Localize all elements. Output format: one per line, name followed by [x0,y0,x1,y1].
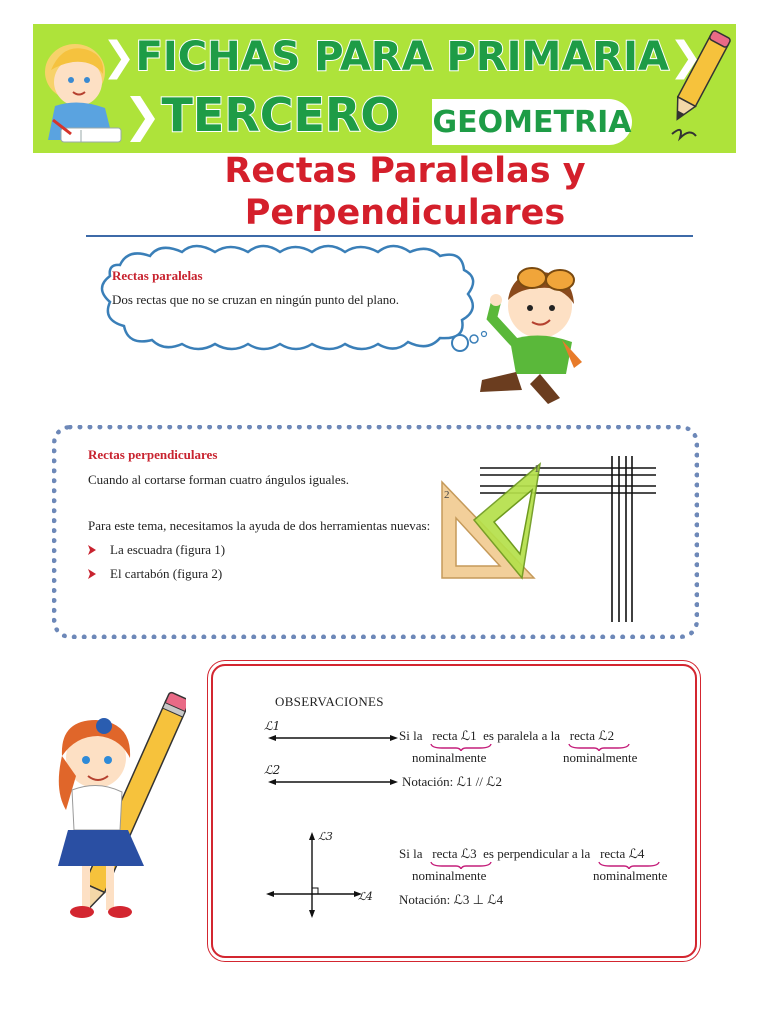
parallel-notation: Notación: ℒ1 // ℒ2 [402,774,502,789]
banner-title: FICHAS PARA PRIMARIA [135,34,669,80]
line-label-l4: ℒ4 [358,890,373,903]
set-squares-figure [436,450,666,630]
nominal-label: nominalmente [412,750,487,765]
nominal-label: nominalmente [412,868,487,883]
figure-label-2: 2 [444,489,450,501]
line-label-l2: ℒ2 [264,763,281,777]
banner-row-1 [102,34,702,80]
parallel-definition-box [112,268,452,309]
recta-l3-text: recta ℒ3 [432,846,477,861]
page-title: Rectas Paralelas y Perpendiculares [224,151,586,233]
figure-label-1: 1 [534,463,540,475]
si-la-text: Si la [399,846,423,861]
recta-l4-text: recta ℒ4 [600,846,645,861]
recta-l2 [570,728,614,744]
nominal-label: nominalmente [593,868,668,883]
red-bullet-icon [88,545,96,555]
girl-with-pencil-icon [36,680,186,950]
paralela-text: es paralela a la [483,728,560,743]
nominal-label: nominalmente [563,750,638,765]
perpendicular-notation: Notación: ℒ3 ⊥ ℒ4 [399,892,504,907]
tools-intro: Para este tema, necesitamos la ayuda de dos herramientas nuevas: [88,518,431,533]
chevron-icon: ❯ [102,34,136,80]
perpendicular-text [88,447,436,583]
perpendicular-lines-diagram [262,828,382,920]
perpendicular-heading: Rectas perpendiculares [88,447,218,462]
line-label-l3: ℒ3 [318,830,333,843]
recta-l3 [432,846,476,862]
line-label-l1: ℒ1 [264,719,281,733]
subject-badge [432,99,632,145]
recta-l1 [432,728,476,744]
title-divider [86,235,693,237]
list-item [88,565,436,583]
parallel-heading: Rectas paralelas [112,268,203,283]
si-la-text: Si la [399,728,423,743]
list-item [88,541,436,559]
observations-title: OBSERVACIONES [275,694,384,709]
grade-label: TERCERO [161,88,400,142]
banner-row-2 [123,88,399,142]
tool-cartabon: El cartabón (figura 2) [110,566,223,581]
perpendicular-statement [399,846,644,862]
recta-l2-text: recta ℒ2 [569,728,615,743]
boy-pointing-icon [470,256,590,406]
subject-label: GEOMETRIA [432,104,632,140]
parallel-statement [399,728,614,744]
recta-l1-text: recta ℒ1 [432,728,477,743]
parallel-lines-diagram [262,716,402,796]
chevron-icon: ❯ [123,88,162,142]
perpendicular-text: es perpendicular a la [483,846,591,861]
perpendicular-definition: Cuando al cortarse forman cuatro ángulos iguales. [88,472,349,487]
chevron-icon: ❯ [668,34,703,80]
recta-l4 [600,846,644,862]
tool-escuadra: La escuadra (figura 1) [110,542,226,557]
red-bullet-icon [88,569,96,579]
parallel-definition: Dos rectas que no se cruzan en ningún punto del plano. [112,292,400,307]
